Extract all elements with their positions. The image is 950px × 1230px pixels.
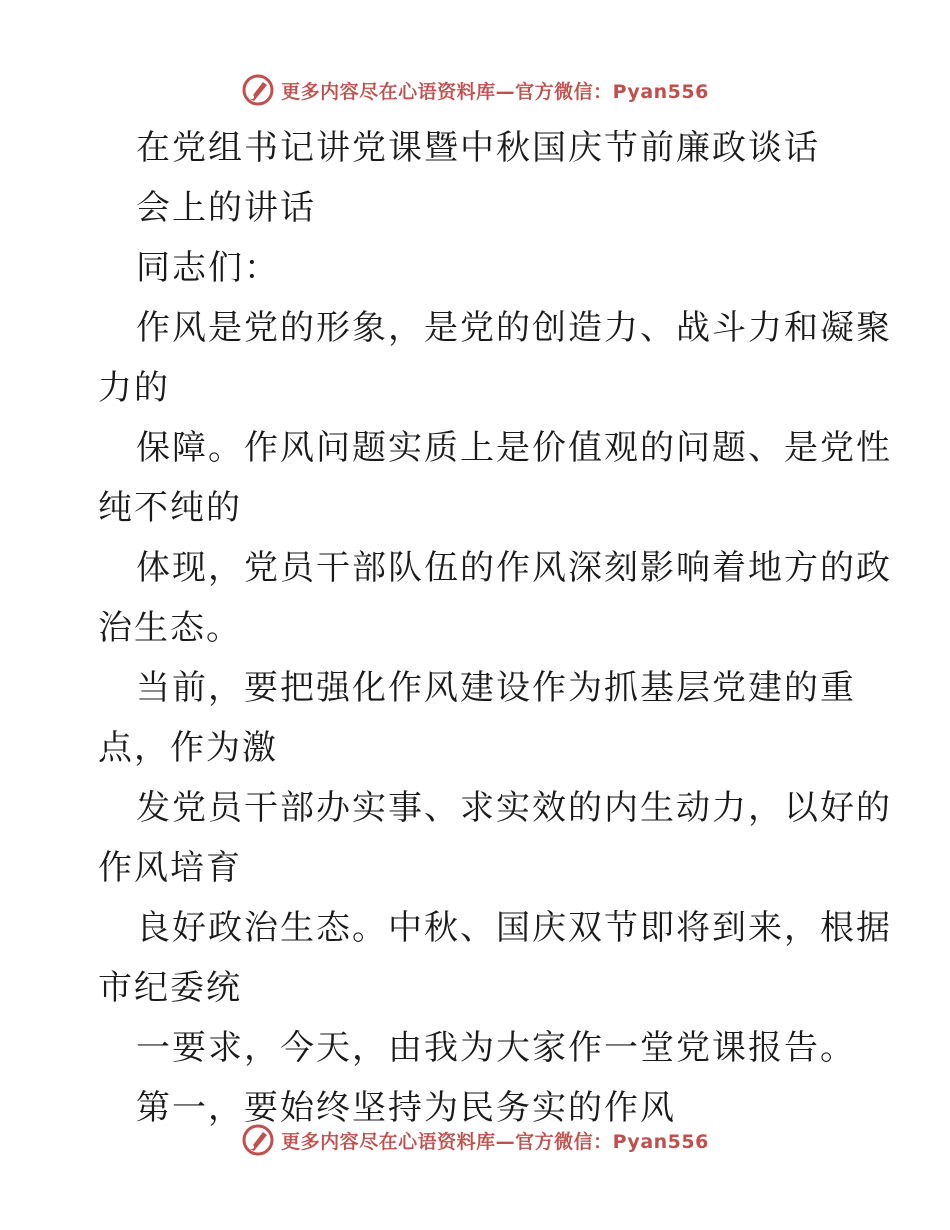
text-line: 良好政治生态。中秋、国庆双节即将到来，根据	[136, 908, 892, 948]
text-line: 治生态。	[98, 608, 242, 648]
text-line: 纯不纯的	[98, 488, 242, 528]
text-line: 点，作为激	[98, 728, 278, 768]
header-watermark-banner	[0, 70, 950, 110]
text-line: 同志们：	[136, 248, 280, 288]
text-line: 会上的讲话	[136, 188, 316, 228]
footer-watermark-text: 更多内容尽在心语资料库—官方微信：Pyan556	[281, 1130, 709, 1153]
text-line: 发党员干部办实事、求实效的内生动力，以好的	[136, 788, 892, 828]
text-line: 作风是党的形象，是党的创造力、战斗力和凝聚	[136, 308, 892, 348]
pen-logo-icon	[241, 1123, 275, 1157]
footer-watermark-banner	[0, 1120, 950, 1160]
text-line: 保障。作风问题实质上是价值观的问题、是党性	[136, 428, 892, 468]
text-line: 在党组书记讲党课暨中秋国庆节前廉政谈话	[136, 128, 820, 168]
text-line: 市纪委统	[98, 968, 242, 1008]
text-line: 力的	[98, 368, 170, 408]
text-line: 一要求，今天，由我为大家作一堂党课报告。	[136, 1028, 856, 1068]
footer-watermark	[241, 1123, 709, 1157]
text-line: 作风培育	[98, 848, 242, 888]
document-body	[98, 122, 892, 1142]
header-watermark-text: 更多内容尽在心语资料库—官方微信：Pyan556	[281, 80, 709, 103]
text-line: 第一，要始终坚持为民务实的作风	[136, 1088, 676, 1128]
text-line: 当前，要把强化作风建设作为抓基层党建的重	[136, 668, 856, 708]
header-watermark	[241, 73, 709, 107]
pen-logo-icon	[241, 73, 275, 107]
text-line: 体现，党员干部队伍的作风深刻影响着地方的政	[136, 548, 892, 588]
